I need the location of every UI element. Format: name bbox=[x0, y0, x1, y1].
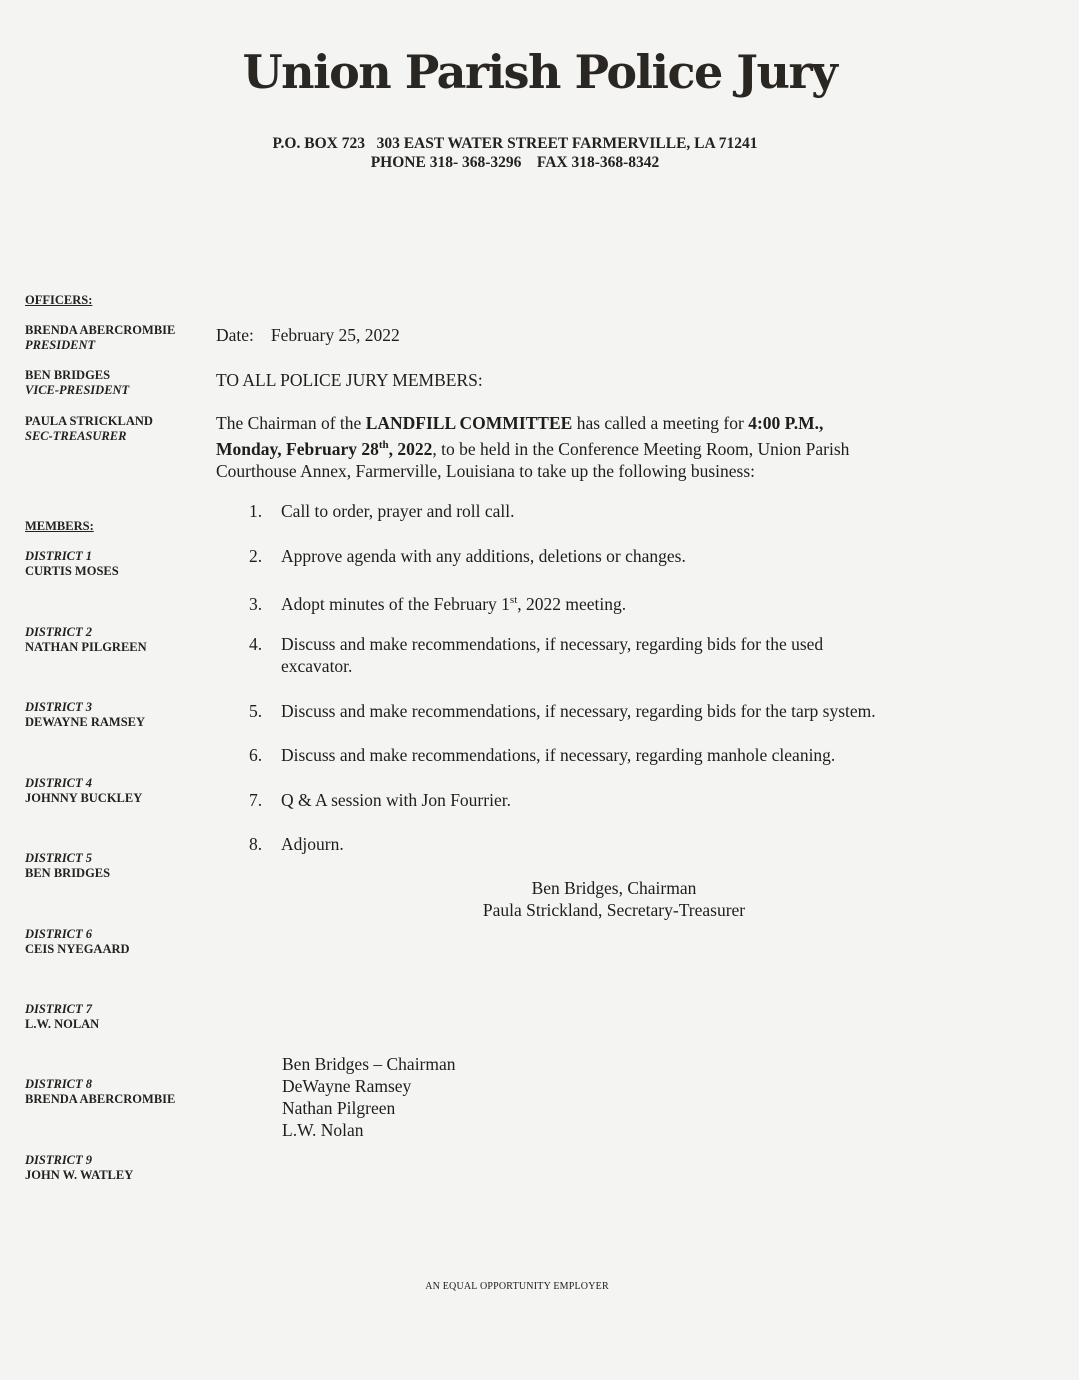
member-entry bbox=[25, 1002, 99, 1032]
agenda-text: Discuss and make recommendations, if necessary, regarding bids for the used bbox=[281, 634, 824, 654]
agenda-item bbox=[249, 545, 686, 567]
member-district: DISTRICT 5 bbox=[25, 851, 93, 865]
agenda-number: 5. bbox=[249, 701, 263, 721]
agenda-text: Discuss and make recommendations, if necessary, regarding bids for the tarp system. bbox=[281, 701, 876, 721]
page-title: Union Parish Police Jury bbox=[242, 45, 837, 99]
intro-text: Courthouse Annex, Farmerville, Louisiana to take up the following business: bbox=[216, 460, 756, 481]
agenda-text-continued: excavator. bbox=[281, 656, 353, 676]
officer-entry bbox=[25, 323, 175, 353]
member-name: BRENDA ABERCROMBIE bbox=[25, 1092, 176, 1106]
footer-text: AN EQUAL OPPORTUNITY EMPLOYER bbox=[425, 1281, 609, 1292]
agenda-item bbox=[249, 700, 876, 722]
officer-role: PRESIDENT bbox=[25, 338, 96, 352]
officer-name: BEN BRIDGES bbox=[25, 368, 111, 382]
intro-text: , to be held in the Conference Meeting Room, Union Parish bbox=[432, 438, 850, 459]
member-name: NATHAN PILGREEN bbox=[25, 640, 147, 654]
agenda-text: Adopt minutes of the February 1 bbox=[281, 593, 510, 614]
date-line bbox=[216, 324, 400, 346]
salutation: TO ALL POLICE JURY MEMBERS: bbox=[216, 370, 483, 390]
committee-member: Nathan Pilgreen bbox=[282, 1098, 396, 1118]
member-district: DISTRICT 9 bbox=[25, 1153, 93, 1167]
member-entry bbox=[25, 776, 142, 806]
meeting-day bbox=[216, 439, 432, 459]
agenda-text: Approve agenda with any additions, deletions or changes. bbox=[281, 546, 686, 566]
committee-name: LANDFILL COMMITTEE bbox=[365, 413, 573, 433]
member-name: L.W. NOLAN bbox=[25, 1017, 100, 1031]
meeting-day-text: Monday, February 28 bbox=[216, 438, 379, 459]
phone-fax-line: PHONE 318- 368-3296 FAX 318-368-8342 bbox=[370, 154, 660, 171]
address-line: P.O. BOX 723 303 EAST WATER STREET FARMERVILLE, LA 71241 bbox=[272, 135, 758, 152]
member-entry bbox=[25, 625, 147, 655]
agenda-item bbox=[249, 744, 835, 766]
officer-entry bbox=[25, 368, 129, 398]
officer-name: BRENDA ABERCROMBIE bbox=[25, 323, 176, 337]
committee-member: DeWayne Ramsey bbox=[282, 1076, 412, 1096]
agenda-item bbox=[249, 500, 515, 522]
member-district: DISTRICT 4 bbox=[25, 776, 93, 790]
meeting-time: 4:00 P.M., bbox=[748, 413, 824, 433]
member-entry bbox=[25, 851, 110, 881]
member-name: JOHNNY BUCKLEY bbox=[25, 791, 143, 805]
agenda-item bbox=[249, 589, 626, 615]
member-district: DISTRICT 8 bbox=[25, 1077, 93, 1091]
day-suffix: th bbox=[378, 439, 389, 451]
meeting-year: , 2022 bbox=[388, 438, 433, 459]
member-name: DEWAYNE RAMSEY bbox=[25, 715, 146, 729]
intro-paragraph bbox=[216, 412, 976, 482]
committee-member: L.W. Nolan bbox=[282, 1120, 364, 1140]
agenda-text: Adjourn. bbox=[281, 834, 344, 854]
officer-role: VICE-PRESIDENT bbox=[25, 383, 130, 397]
committee-member: Ben Bridges – Chairman bbox=[282, 1054, 456, 1074]
letterhead-address bbox=[0, 134, 1030, 172]
member-entry bbox=[25, 927, 130, 957]
agenda-number: 2. bbox=[249, 546, 263, 566]
signature-block bbox=[414, 877, 814, 921]
agenda-number: 7. bbox=[249, 790, 263, 810]
officers-heading: OFFICERS: bbox=[25, 293, 93, 307]
signature-chairman: Ben Bridges, Chairman bbox=[531, 878, 697, 898]
agenda-text: Call to order, prayer and roll call. bbox=[281, 501, 515, 521]
member-entry bbox=[25, 1077, 175, 1107]
signature-secretary: Paula Strickland, Secretary-Treasurer bbox=[482, 900, 746, 920]
member-district: DISTRICT 7 bbox=[25, 1002, 93, 1016]
agenda-number: 6. bbox=[249, 745, 263, 765]
intro-text: The Chairman of the bbox=[216, 413, 366, 433]
agenda-item bbox=[249, 833, 344, 855]
agenda-number: 8. bbox=[249, 834, 263, 854]
officer-name: PAULA STRICKLAND bbox=[25, 414, 153, 428]
member-district: DISTRICT 3 bbox=[25, 700, 93, 714]
member-entry bbox=[25, 700, 145, 730]
member-district: DISTRICT 6 bbox=[25, 927, 93, 941]
agenda-number: 1. bbox=[249, 501, 263, 521]
intro-text: has called a meeting for bbox=[572, 413, 749, 433]
date-label: Date: bbox=[216, 325, 254, 345]
date-value: February 25, 2022 bbox=[270, 325, 400, 345]
agenda-text: Q & A session with Jon Fourrier. bbox=[281, 790, 511, 810]
agenda-text: Discuss and make recommendations, if necessary, regarding manhole cleaning. bbox=[281, 745, 836, 765]
member-name: CURTIS MOSES bbox=[25, 564, 119, 578]
committee-members bbox=[282, 1053, 456, 1141]
member-name: BEN BRIDGES bbox=[25, 866, 111, 880]
member-entry bbox=[25, 549, 119, 579]
officer-entry bbox=[25, 414, 153, 444]
members-heading: MEMBERS: bbox=[25, 519, 94, 533]
agenda-item bbox=[249, 633, 823, 677]
member-district: DISTRICT 2 bbox=[25, 625, 93, 639]
agenda-text: , 2022 meeting. bbox=[517, 593, 627, 614]
member-name: CEIS NYEGAARD bbox=[25, 942, 130, 956]
officer-role: SEC-TREASURER bbox=[25, 429, 127, 443]
member-entry bbox=[25, 1153, 133, 1183]
member-name: JOHN W. WATLEY bbox=[25, 1168, 134, 1182]
agenda-item bbox=[249, 789, 511, 811]
agenda-suffix: st bbox=[509, 594, 518, 606]
agenda-number: 3. bbox=[249, 593, 263, 614]
agenda-number: 4. bbox=[249, 634, 263, 654]
member-district: DISTRICT 1 bbox=[25, 549, 93, 563]
